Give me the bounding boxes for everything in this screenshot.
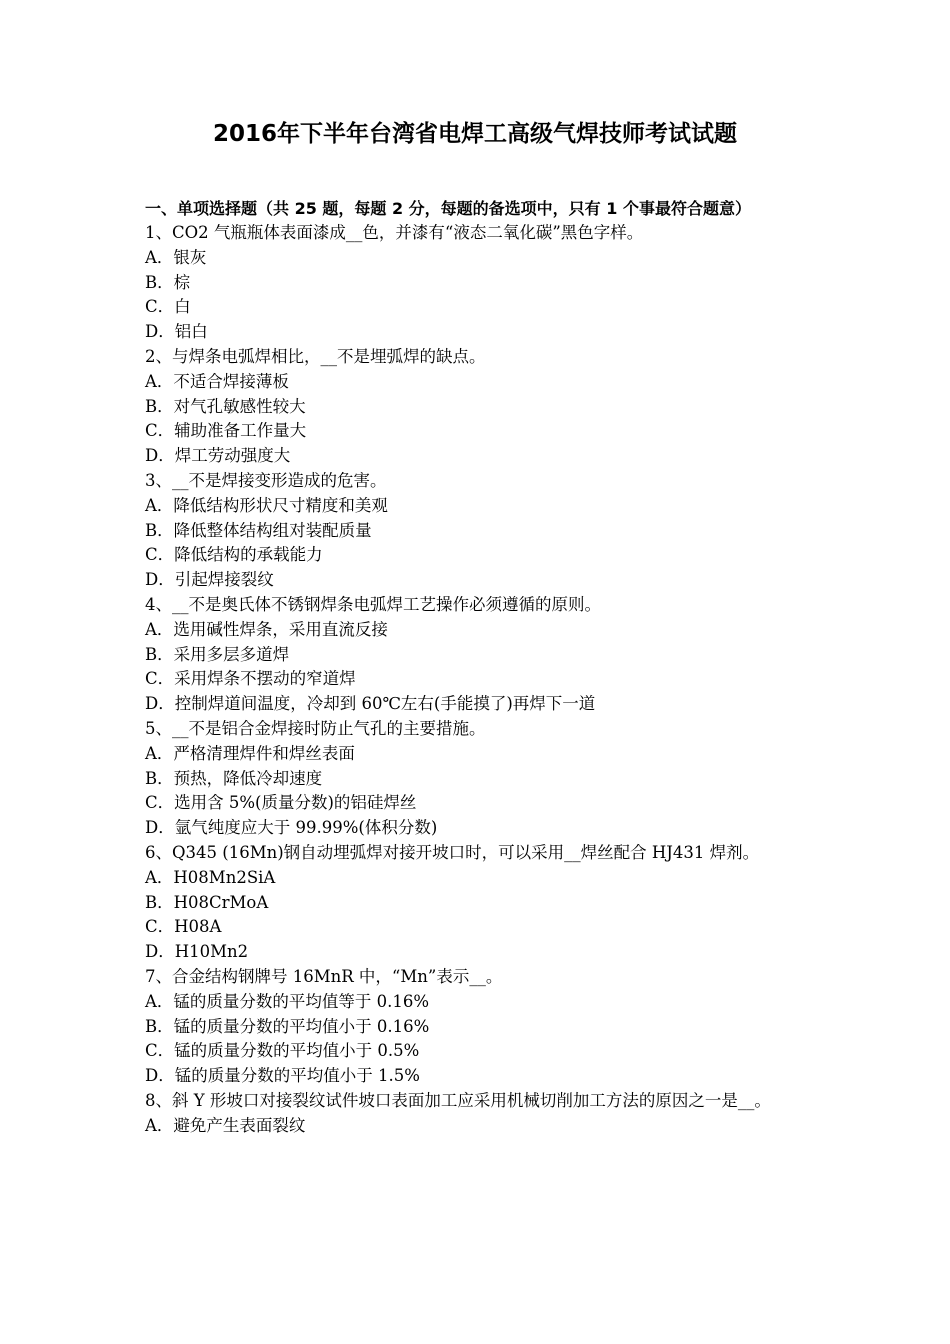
page-title: 2016年下半年台湾省电焊工高级气焊技师考试试题 [212, 121, 737, 147]
question-text: 2、与焊条电弧焊相比，__不是埋弧焊的缺点。 [145, 346, 486, 366]
answer-option: A．不适合焊接薄板 [145, 371, 289, 391]
answer-option: C．采用焊条不摆动的窄道焊 [145, 669, 356, 689]
answer-option: D．控制焊道间温度，冷却到 60℃左右(手能摸了)再焊下一道 [145, 694, 596, 714]
answer-option: A．H08Mn2SiA [145, 867, 276, 887]
document-body [145, 197, 815, 1138]
question-text: 4、__不是奥氏体不锈钢焊条电弧焊工艺操作必须遵循的原则。 [145, 594, 601, 614]
answer-option: D．H10Mn2 [145, 942, 249, 962]
answer-option: D．锰的质量分数的平均值小于 1.5% [145, 1066, 420, 1086]
answer-option: D．铝白 [145, 322, 208, 342]
question-list [145, 221, 815, 1138]
answer-option: B．H08CrMoA [145, 892, 269, 912]
answer-option: C．辅助准备工作量大 [145, 421, 307, 441]
answer-option: C．选用含 5%(质量分数)的铝硅焊丝 [145, 793, 417, 813]
question-text: 7、合金结构钢牌号 16MnR 中，“Mn”表示__。 [145, 966, 503, 986]
answer-option: A．锰的质量分数的平均值等于 0.16% [145, 991, 430, 1011]
answer-option: A．降低结构形状尺寸精度和美观 [145, 495, 388, 515]
answer-option: C．H08A [145, 917, 222, 937]
answer-option: B．棕 [145, 272, 191, 292]
answer-option: A．避免产生表面裂纹 [145, 1115, 306, 1135]
section-heading: 一、单项选择题（共 25 题，每题 2 分，每题的备选项中，只有 1 个事最符合题意） [145, 199, 751, 218]
answer-option: D．引起焊接裂纹 [145, 570, 274, 590]
question-text: 6、Q345 (16Mn)钢自动埋弧焊对接开坡口时，可以采用__焊丝配合 HJ431 焊剂。 [145, 842, 760, 862]
question-text: 3、__不是焊接变形造成的危害。 [145, 470, 387, 490]
question-text: 5、__不是铝合金焊接时防止气孔的主要措施。 [145, 718, 486, 738]
answer-option: A．严格清理焊件和焊丝表面 [145, 743, 355, 763]
answer-option: D．氩气纯度应大于 99.99%(体积分数) [145, 818, 438, 838]
question-text: 8、斜 Y 形坡口对接裂纹试件坡口表面加工应采用机械切削加工方法的原因之一是__。 [145, 1090, 771, 1110]
answer-option: B．预热，降低冷却速度 [145, 768, 323, 788]
answer-option: D．焊工劳动强度大 [145, 446, 291, 466]
answer-option: B．采用多层多道焊 [145, 644, 290, 664]
answer-option: B．对气孔敏感性较大 [145, 396, 306, 416]
answer-option: A．选用碱性焊条，采用直流反接 [145, 619, 388, 639]
answer-option: C．白 [145, 297, 191, 317]
answer-option: A．银灰 [145, 247, 207, 267]
answer-option: B．降低整体结构组对装配质量 [145, 520, 372, 540]
answer-option: C．锰的质量分数的平均值小于 0.5% [145, 1041, 420, 1061]
question-text: 1、CO2 气瓶瓶体表面漆成__色，并漆有“液态二氧化碳”黑色字样。 [145, 223, 644, 242]
answer-option: B．锰的质量分数的平均值小于 0.16% [145, 1016, 430, 1036]
answer-option: C．降低结构的承载能力 [145, 545, 323, 565]
